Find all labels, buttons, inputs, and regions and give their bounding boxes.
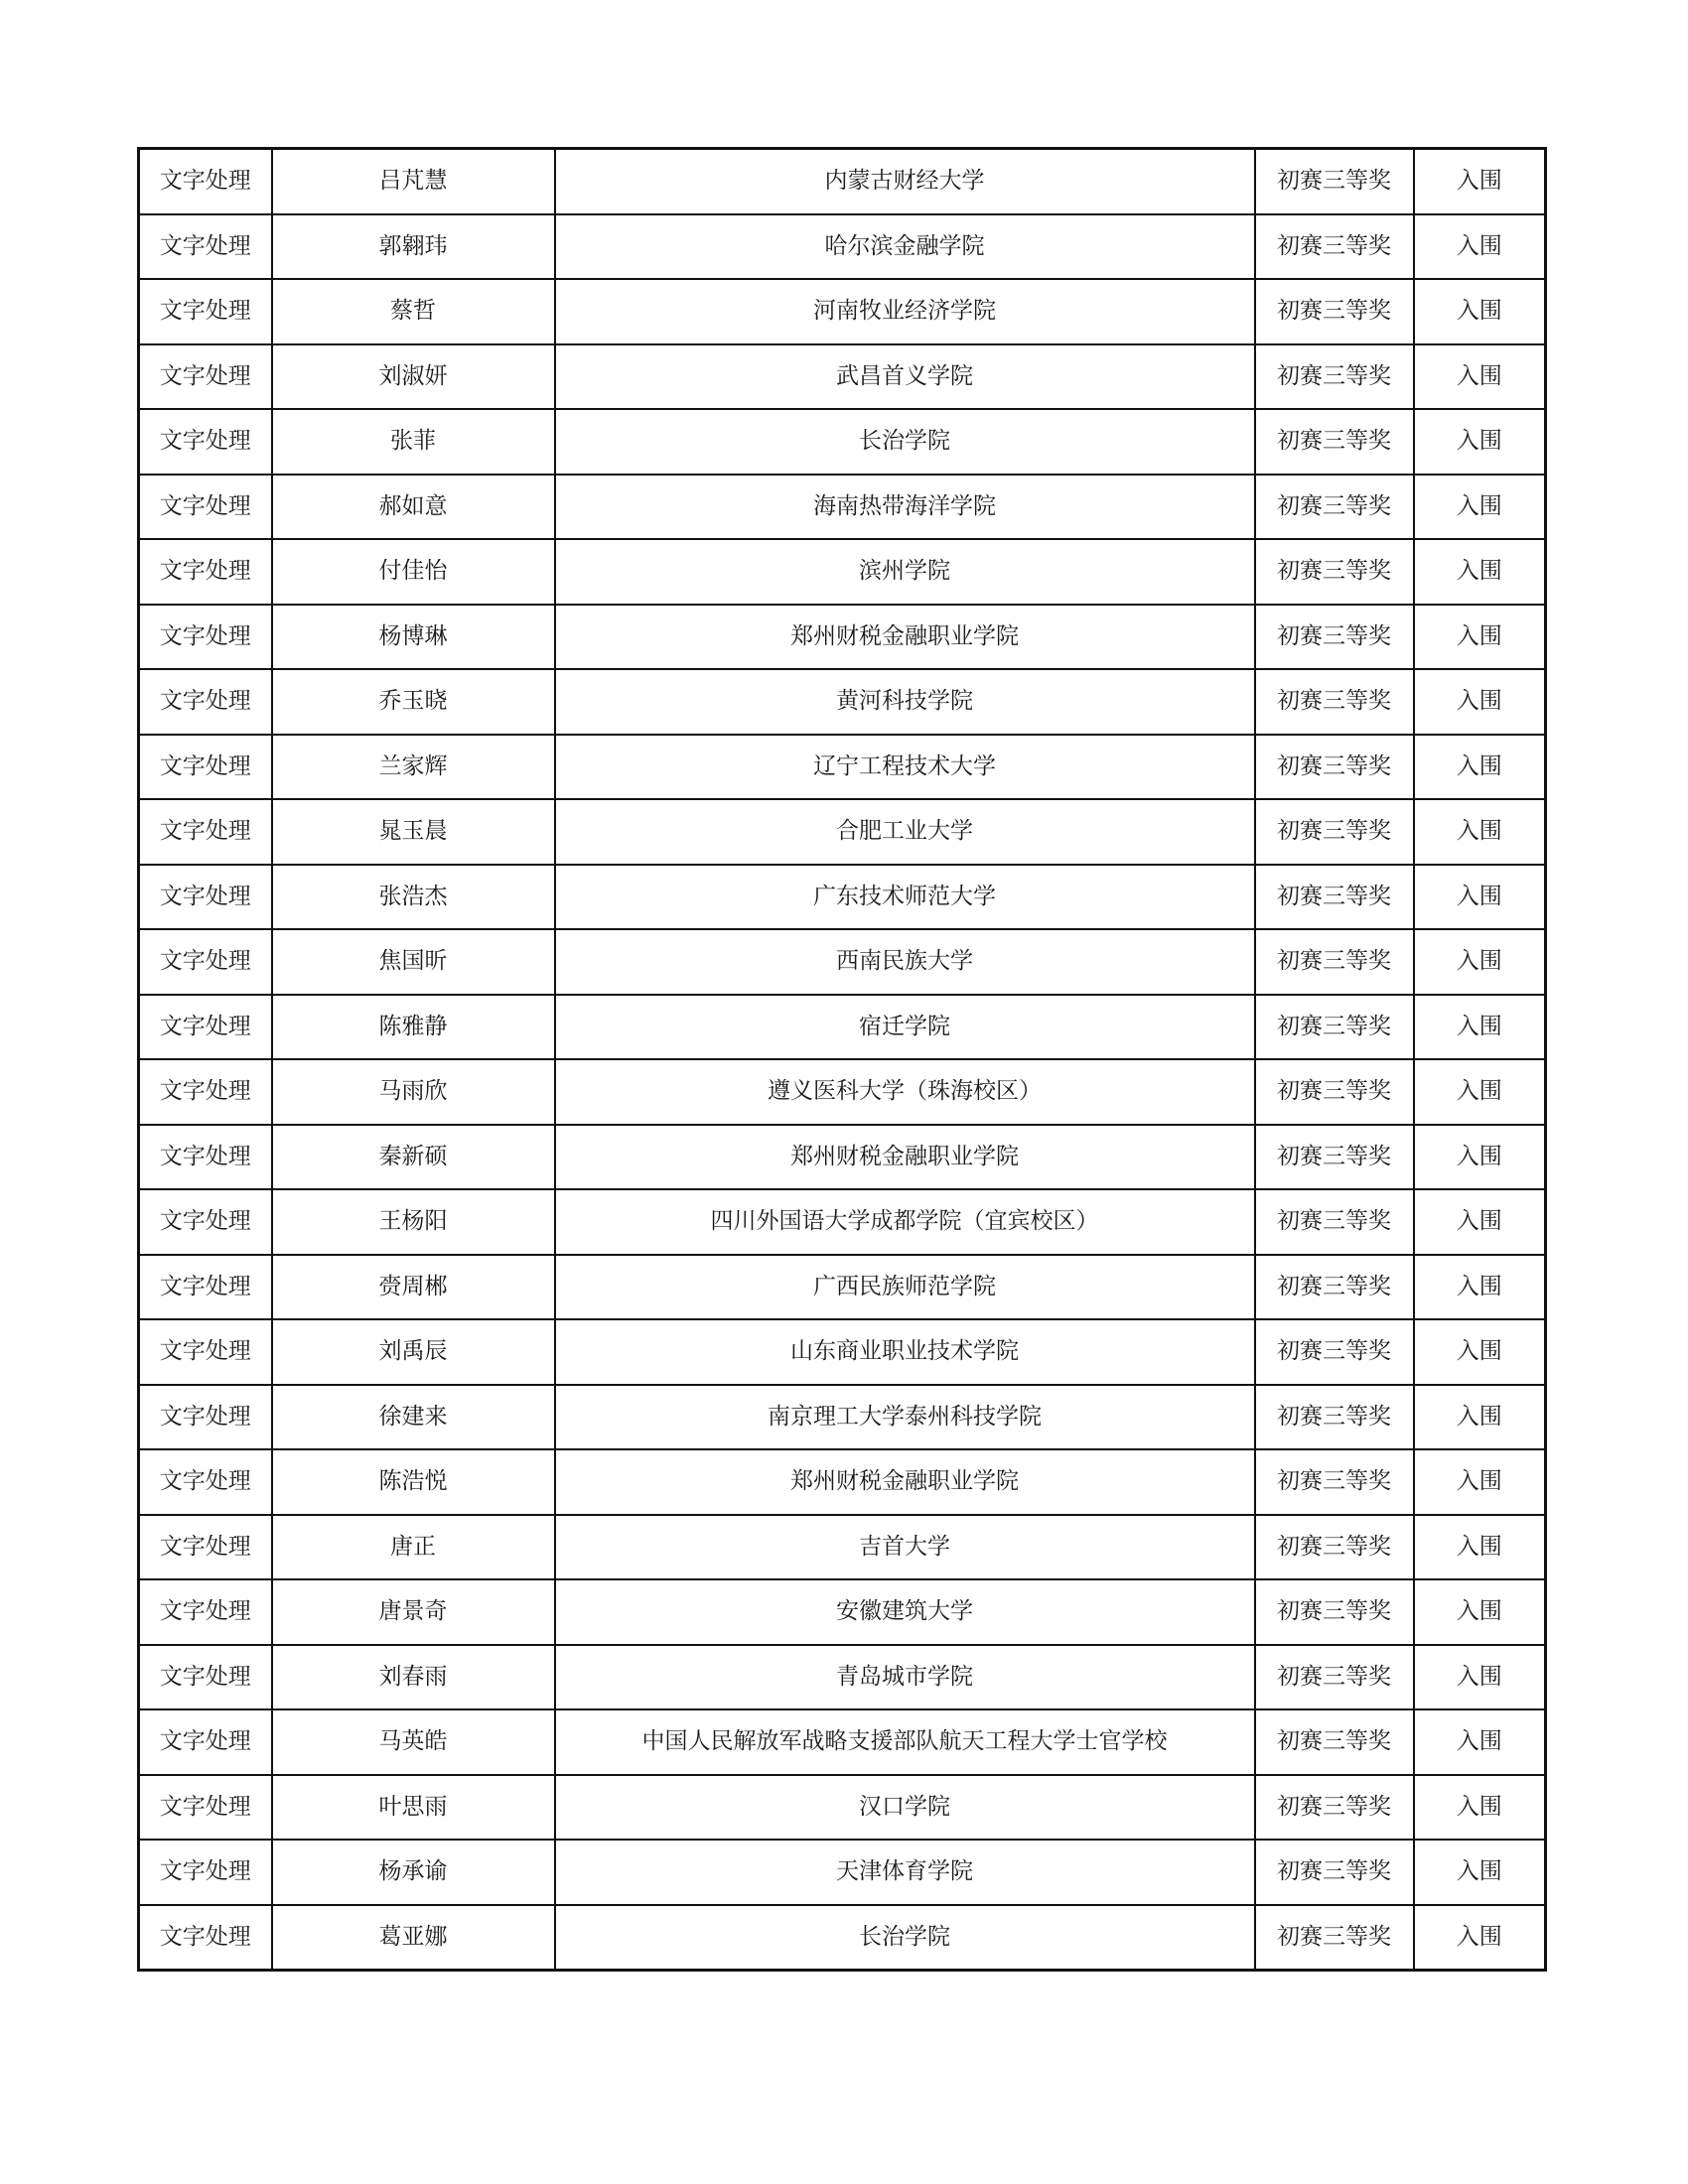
award-cell: 初赛三等奖 (1255, 1059, 1414, 1125)
award-cell: 初赛三等奖 (1255, 475, 1414, 540)
school-cell: 天津体育学院 (555, 1840, 1255, 1905)
table-row (139, 865, 1546, 930)
table-row (139, 1579, 1546, 1645)
award-cell: 初赛三等奖 (1255, 214, 1414, 280)
award-cell: 初赛三等奖 (1255, 1775, 1414, 1841)
award-cell: 初赛三等奖 (1255, 799, 1414, 865)
status-cell: 入围 (1414, 1449, 1546, 1515)
name-cell: 兰家辉 (272, 735, 555, 800)
status-cell: 入围 (1414, 1059, 1546, 1125)
status-cell: 入围 (1414, 1189, 1546, 1255)
award-cell: 初赛三等奖 (1255, 1709, 1414, 1775)
school-cell: 黄河科技学院 (555, 669, 1255, 735)
name-cell: 叶思雨 (272, 1775, 555, 1841)
name-cell: 马雨欣 (272, 1059, 555, 1125)
name-cell: 付佳怡 (272, 539, 555, 605)
award-cell: 初赛三等奖 (1255, 1319, 1414, 1385)
table-row (139, 799, 1546, 865)
category-cell: 文字处理 (139, 1905, 272, 1971)
category-cell: 文字处理 (139, 214, 272, 280)
school-cell: 长治学院 (555, 1905, 1255, 1971)
table-row (139, 1645, 1546, 1710)
award-cell: 初赛三等奖 (1255, 1515, 1414, 1580)
award-cell: 初赛三等奖 (1255, 865, 1414, 930)
award-cell: 初赛三等奖 (1255, 344, 1414, 410)
status-cell: 入围 (1414, 605, 1546, 670)
name-cell: 郝如意 (272, 475, 555, 540)
school-cell: 安徽建筑大学 (555, 1579, 1255, 1645)
award-cell: 初赛三等奖 (1255, 669, 1414, 735)
school-cell: 宿迁学院 (555, 995, 1255, 1060)
category-cell: 文字处理 (139, 735, 272, 800)
table-row (139, 1905, 1546, 1971)
school-cell: 郑州财税金融职业学院 (555, 605, 1255, 670)
school-cell: 滨州学院 (555, 539, 1255, 605)
school-cell: 哈尔滨金融学院 (555, 214, 1255, 280)
status-cell: 入围 (1414, 1125, 1546, 1190)
table-row (139, 475, 1546, 540)
category-cell: 文字处理 (139, 344, 272, 410)
name-cell: 郭翱玮 (272, 214, 555, 280)
table-row (139, 1385, 1546, 1450)
table-row (139, 1125, 1546, 1190)
award-cell: 初赛三等奖 (1255, 1645, 1414, 1710)
award-cell: 初赛三等奖 (1255, 1385, 1414, 1450)
category-cell: 文字处理 (139, 1385, 272, 1450)
results-table-body (139, 149, 1546, 1971)
award-cell: 初赛三等奖 (1255, 1579, 1414, 1645)
name-cell: 唐景奇 (272, 1579, 555, 1645)
award-cell: 初赛三等奖 (1255, 1905, 1414, 1971)
category-cell: 文字处理 (139, 1579, 272, 1645)
name-cell: 秦新硕 (272, 1125, 555, 1190)
category-cell: 文字处理 (139, 1059, 272, 1125)
status-cell: 入围 (1414, 539, 1546, 605)
table-row (139, 214, 1546, 280)
table-row (139, 1319, 1546, 1385)
category-cell: 文字处理 (139, 409, 272, 475)
status-cell: 入围 (1414, 865, 1546, 930)
name-cell: 唐正 (272, 1515, 555, 1580)
school-cell: 内蒙古财经大学 (555, 149, 1255, 214)
name-cell: 葛亚娜 (272, 1905, 555, 1971)
category-cell: 文字处理 (139, 539, 272, 605)
category-cell: 文字处理 (139, 1775, 272, 1841)
category-cell: 文字处理 (139, 1645, 272, 1710)
name-cell: 陈雅静 (272, 995, 555, 1060)
table-row (139, 279, 1546, 344)
award-cell: 初赛三等奖 (1255, 1255, 1414, 1320)
status-cell: 入围 (1414, 929, 1546, 995)
award-cell: 初赛三等奖 (1255, 995, 1414, 1060)
status-cell: 入围 (1414, 995, 1546, 1060)
name-cell: 晁玉晨 (272, 799, 555, 865)
school-cell: 吉首大学 (555, 1515, 1255, 1580)
status-cell: 入围 (1414, 1775, 1546, 1841)
category-cell: 文字处理 (139, 865, 272, 930)
school-cell: 辽宁工程技术大学 (555, 735, 1255, 800)
status-cell: 入围 (1414, 1709, 1546, 1775)
table-row (139, 735, 1546, 800)
name-cell: 乔玉晓 (272, 669, 555, 735)
school-cell: 中国人民解放军战略支援部队航天工程大学士官学校 (555, 1709, 1255, 1775)
award-cell: 初赛三等奖 (1255, 1189, 1414, 1255)
results-table (137, 147, 1547, 1972)
category-cell: 文字处理 (139, 1255, 272, 1320)
table-row (139, 1515, 1546, 1580)
table-row (139, 1255, 1546, 1320)
school-cell: 遵义医科大学（珠海校区） (555, 1059, 1255, 1125)
status-cell: 入围 (1414, 1515, 1546, 1580)
status-cell: 入围 (1414, 1385, 1546, 1450)
name-cell: 陈浩悦 (272, 1449, 555, 1515)
category-cell: 文字处理 (139, 995, 272, 1060)
status-cell: 入围 (1414, 1319, 1546, 1385)
table-row (139, 1709, 1546, 1775)
name-cell: 刘淑妍 (272, 344, 555, 410)
name-cell: 刘春雨 (272, 1645, 555, 1710)
status-cell: 入围 (1414, 1579, 1546, 1645)
status-cell: 入围 (1414, 1645, 1546, 1710)
school-cell: 长治学院 (555, 409, 1255, 475)
category-cell: 文字处理 (139, 1840, 272, 1905)
status-cell: 入围 (1414, 409, 1546, 475)
status-cell: 入围 (1414, 799, 1546, 865)
status-cell: 入围 (1414, 1255, 1546, 1320)
award-cell: 初赛三等奖 (1255, 1125, 1414, 1190)
school-cell: 武昌首义学院 (555, 344, 1255, 410)
award-cell: 初赛三等奖 (1255, 1840, 1414, 1905)
status-cell: 入围 (1414, 669, 1546, 735)
award-cell: 初赛三等奖 (1255, 605, 1414, 670)
school-cell: 海南热带海洋学院 (555, 475, 1255, 540)
category-cell: 文字处理 (139, 605, 272, 670)
school-cell: 郑州财税金融职业学院 (555, 1125, 1255, 1190)
table-row (139, 605, 1546, 670)
category-cell: 文字处理 (139, 1449, 272, 1515)
category-cell: 文字处理 (139, 279, 272, 344)
category-cell: 文字处理 (139, 149, 272, 214)
award-cell: 初赛三等奖 (1255, 539, 1414, 605)
name-cell: 赍周郴 (272, 1255, 555, 1320)
category-cell: 文字处理 (139, 799, 272, 865)
name-cell: 徐建来 (272, 1385, 555, 1450)
award-cell: 初赛三等奖 (1255, 929, 1414, 995)
table-row (139, 149, 1546, 214)
school-cell: 汉口学院 (555, 1775, 1255, 1841)
category-cell: 文字处理 (139, 1515, 272, 1580)
name-cell: 马英皓 (272, 1709, 555, 1775)
school-cell: 西南民族大学 (555, 929, 1255, 995)
table-row (139, 344, 1546, 410)
award-cell: 初赛三等奖 (1255, 149, 1414, 214)
category-cell: 文字处理 (139, 1125, 272, 1190)
name-cell: 王杨阳 (272, 1189, 555, 1255)
school-cell: 郑州财税金融职业学院 (555, 1449, 1255, 1515)
school-cell: 山东商业职业技术学院 (555, 1319, 1255, 1385)
status-cell: 入围 (1414, 214, 1546, 280)
school-cell: 广东技术师范大学 (555, 865, 1255, 930)
status-cell: 入围 (1414, 1905, 1546, 1971)
school-cell: 广西民族师范学院 (555, 1255, 1255, 1320)
status-cell: 入围 (1414, 1840, 1546, 1905)
category-cell: 文字处理 (139, 1189, 272, 1255)
school-cell: 青岛城市学院 (555, 1645, 1255, 1710)
school-cell: 南京理工大学泰州科技学院 (555, 1385, 1255, 1450)
award-cell: 初赛三等奖 (1255, 409, 1414, 475)
name-cell: 张菲 (272, 409, 555, 475)
school-cell: 合肥工业大学 (555, 799, 1255, 865)
table-row (139, 539, 1546, 605)
category-cell: 文字处理 (139, 669, 272, 735)
category-cell: 文字处理 (139, 1709, 272, 1775)
status-cell: 入围 (1414, 149, 1546, 214)
name-cell: 蔡哲 (272, 279, 555, 344)
name-cell: 吕芃慧 (272, 149, 555, 214)
name-cell: 张浩杰 (272, 865, 555, 930)
award-cell: 初赛三等奖 (1255, 279, 1414, 344)
school-cell: 四川外国语大学成都学院（宜宾校区） (555, 1189, 1255, 1255)
table-row (139, 929, 1546, 995)
table-row (139, 1775, 1546, 1841)
table-row (139, 1449, 1546, 1515)
name-cell: 杨博琳 (272, 605, 555, 670)
status-cell: 入围 (1414, 344, 1546, 410)
table-row (139, 995, 1546, 1060)
name-cell: 杨承谕 (272, 1840, 555, 1905)
status-cell: 入围 (1414, 279, 1546, 344)
school-cell: 河南牧业经济学院 (555, 279, 1255, 344)
table-row (139, 1840, 1546, 1905)
name-cell: 焦国昕 (272, 929, 555, 995)
status-cell: 入围 (1414, 735, 1546, 800)
name-cell: 刘禹辰 (272, 1319, 555, 1385)
table-row (139, 1189, 1546, 1255)
award-cell: 初赛三等奖 (1255, 1449, 1414, 1515)
status-cell: 入围 (1414, 475, 1546, 540)
award-cell: 初赛三等奖 (1255, 735, 1414, 800)
category-cell: 文字处理 (139, 1319, 272, 1385)
category-cell: 文字处理 (139, 475, 272, 540)
table-row (139, 409, 1546, 475)
category-cell: 文字处理 (139, 929, 272, 995)
table-row (139, 1059, 1546, 1125)
table-row (139, 669, 1546, 735)
